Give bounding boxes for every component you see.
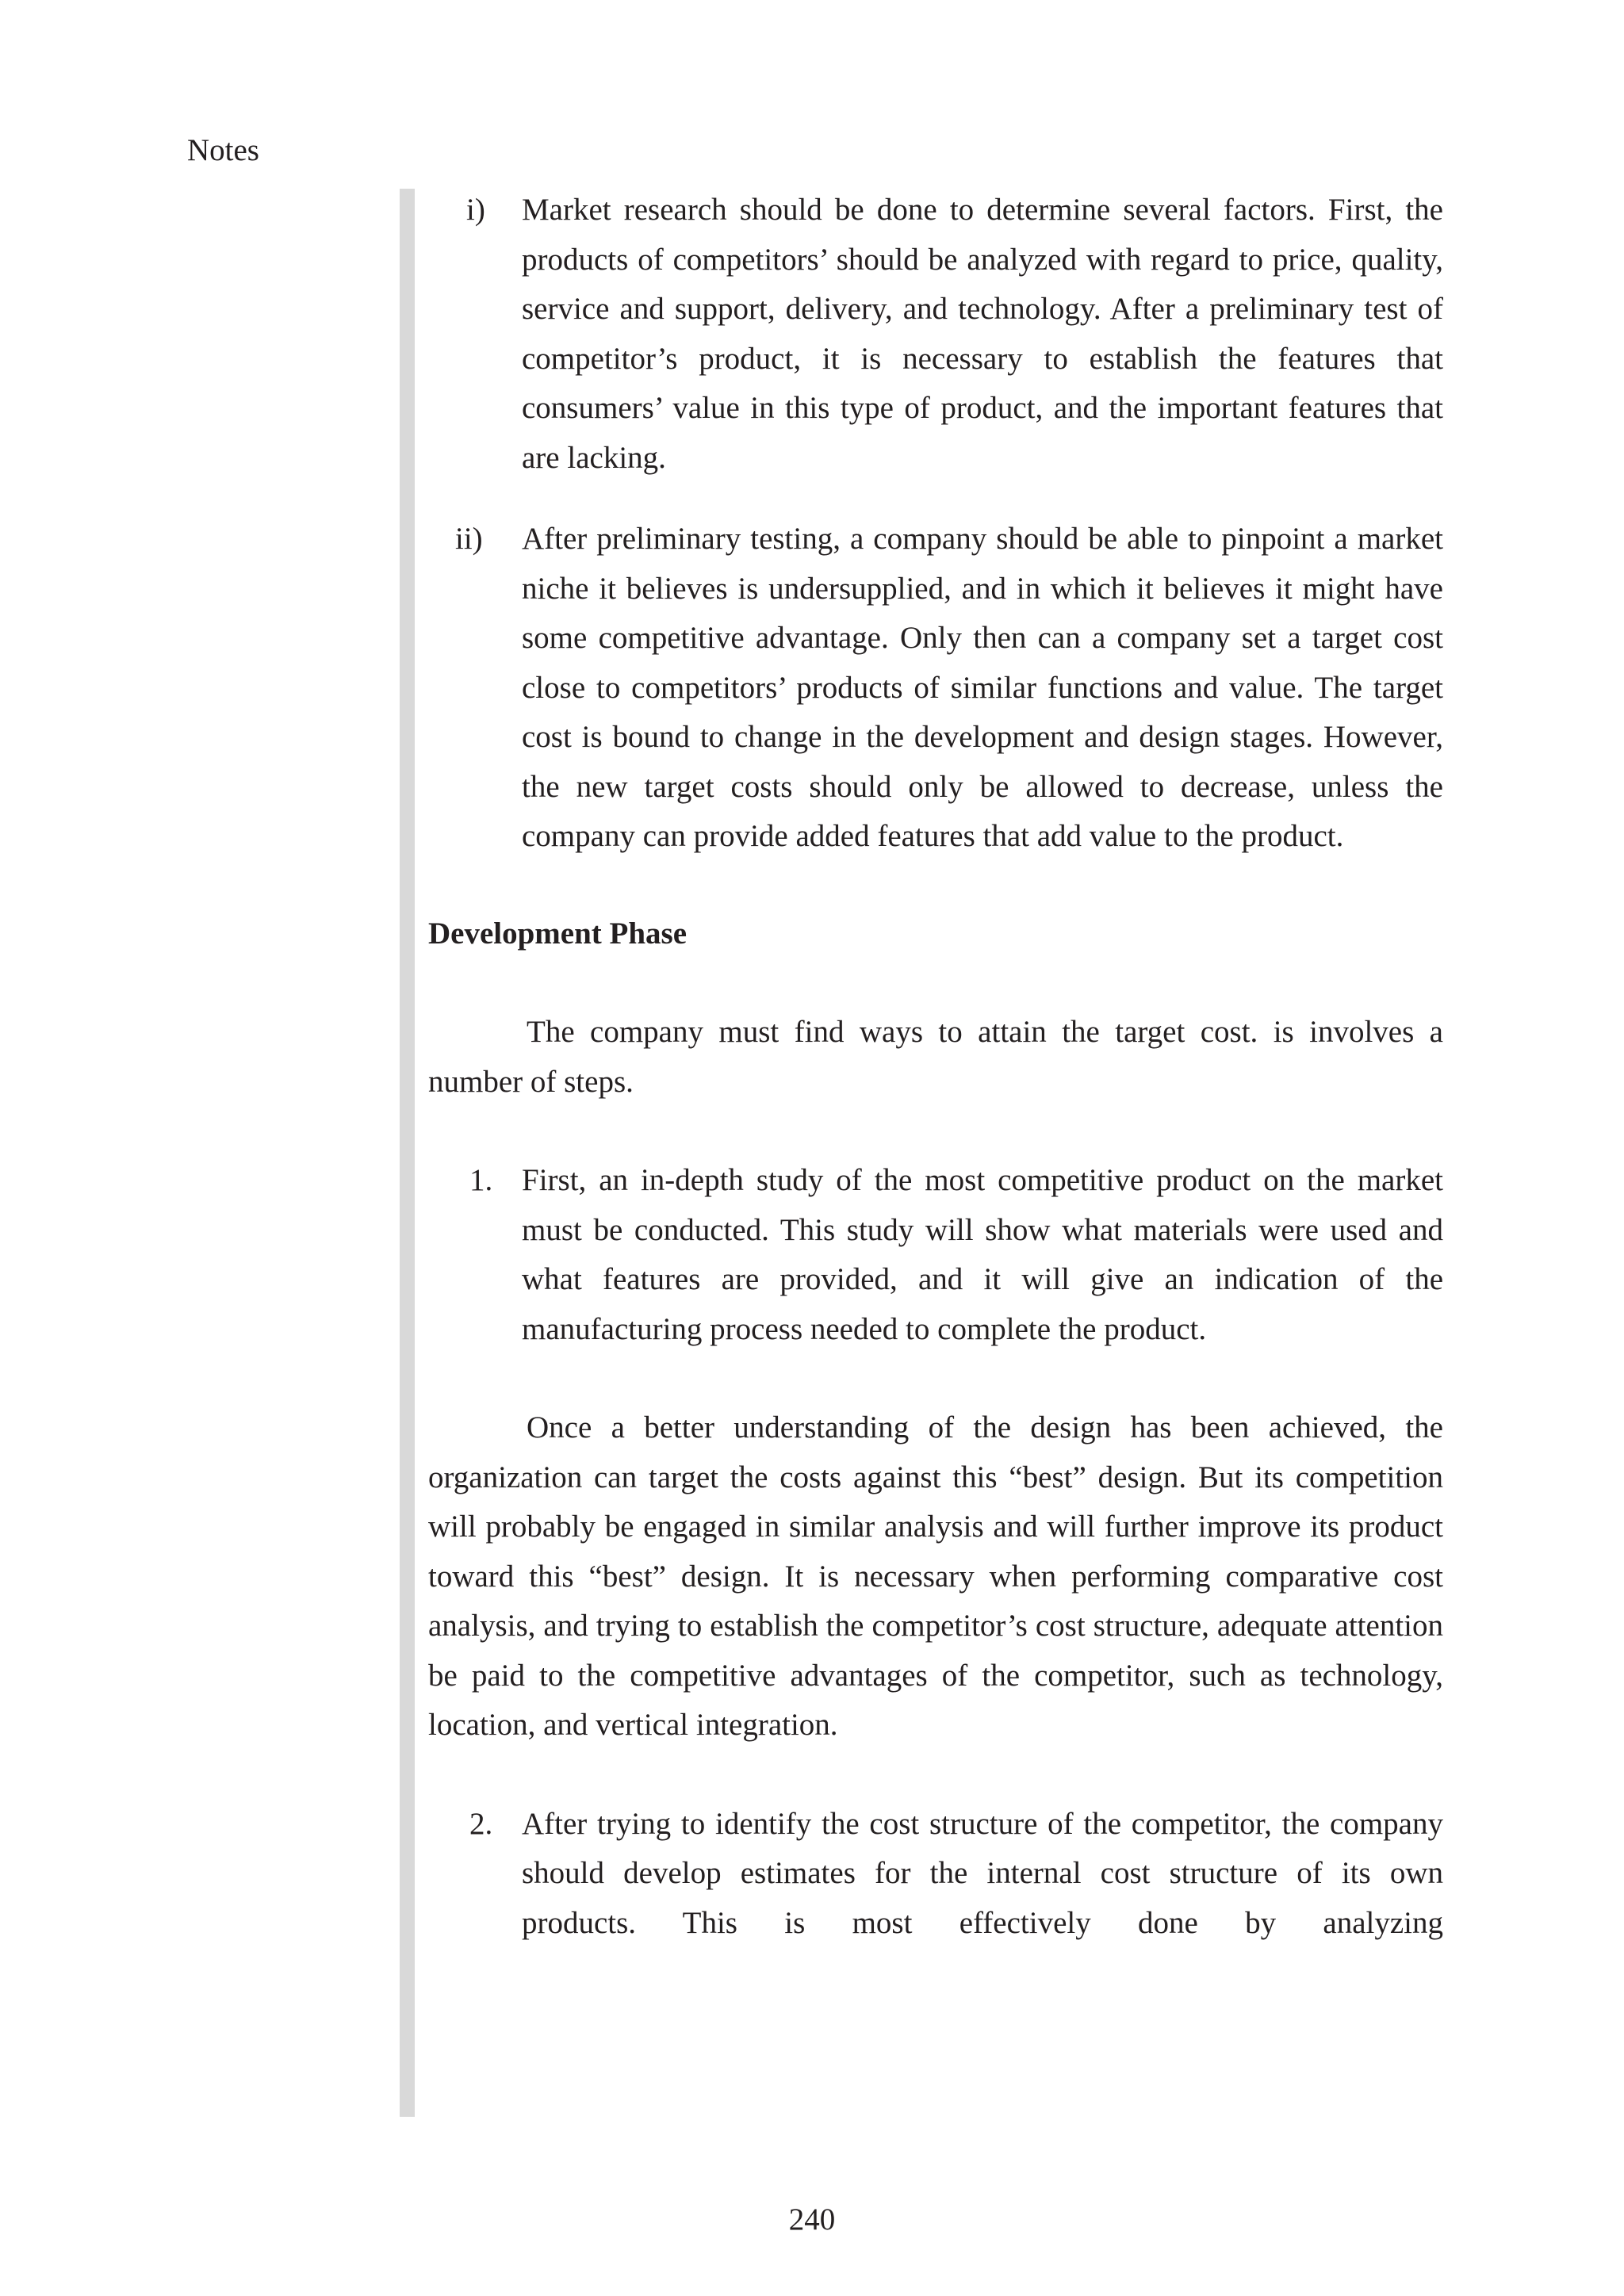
list-item-roman-1 <box>428 186 1443 483</box>
list-marker: ii) <box>455 522 483 556</box>
section-heading: Development Phase <box>428 916 688 951</box>
list-item-text: Market research should be done to determine several factors. First, the products of competitors’ should be analyzed with regard to price, quality, service and support, delivery, and technology. After a preliminary test of competitor’s product, it is necessary to establish the features that consumers’ value in this type of product, and the important features that are lacking. <box>522 193 1443 475</box>
list-item-roman-2 <box>428 515 1443 862</box>
body-paragraph: Once a better understanding of the design has been achieved, the organization can target the costs against this “best” design. But its competition will probably be engaged in similar analysis and will further improve its product toward this “best” design. It is necessary when performing comparative cost analysis, and trying to establish the competitor’s cost structure, adequate attention be paid to the competitive advantages of the competitor, such as technology, location, and vertical integration. <box>428 1410 1443 1742</box>
intro-paragraph: The company must find ways to attain the target cost. is involves a number of steps. <box>428 1015 1443 1099</box>
notes-label: Notes <box>187 133 259 167</box>
margin-bar <box>400 189 415 2117</box>
page-content <box>428 186 1443 1948</box>
list-item-text: After preliminary testing, a company should be able to pinpoint a market niche it believes is undersupplied, and in which it believes it might have some competitive advantage. Only then can a company set a target cost close to competitors’ products of similar functions and value. The target cost is bound to change in the development and design stages. However, the new target costs should only be allowed to decrease, unless the company can provide added features that add value to the product. <box>522 522 1443 853</box>
list-item-numbered-2 <box>428 1800 1443 1949</box>
list-item-numbered-1 <box>428 1156 1443 1354</box>
list-marker: i) <box>466 193 485 227</box>
page-number: 240 <box>788 2202 836 2237</box>
list-marker: 2. <box>469 1806 493 1841</box>
list-item-text: First, an in-depth study of the most competitive product on the market must be conducted. This study will show what materials were used and what features are provided, and it will give an indication of the manufacturing process needed to complete the product. <box>522 1163 1443 1346</box>
list-item-text: After trying to identify the cost structure of the competitor, the company should develop estimates for the internal cost structure of its own products. This is most effectively done by analyzing <box>522 1806 1443 1940</box>
list-marker: 1. <box>469 1163 493 1197</box>
